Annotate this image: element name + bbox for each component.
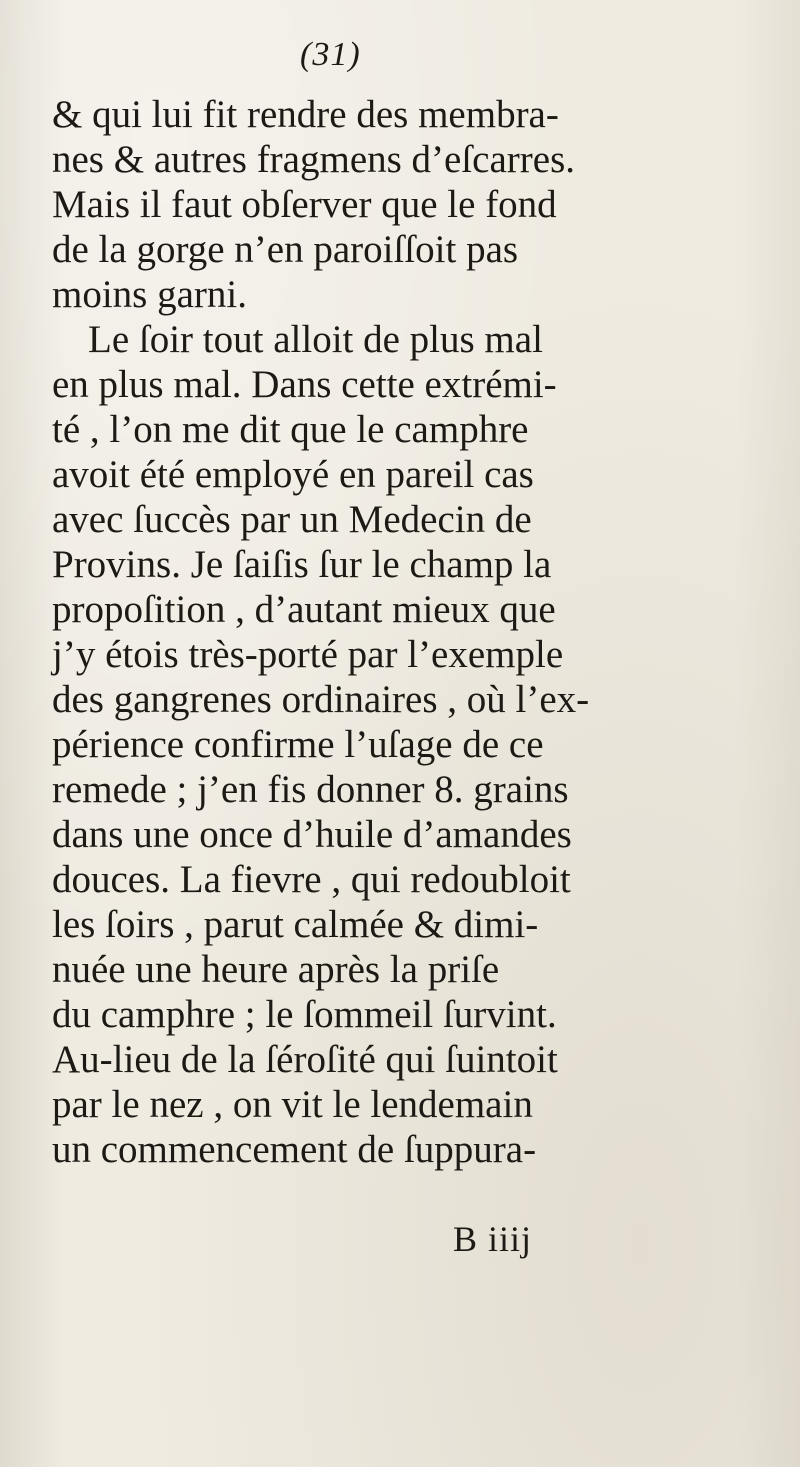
text-line: té , l’on me dit que le camphre [52,408,529,451]
text-line: douces. La fievre , qui redoubloit [52,858,571,901]
signature-mark: B iiij [453,1219,533,1259]
text-line: avoit été employé en pareil cas [52,453,534,496]
text-line: de la gorge n’en paroiſſoit pas [52,228,519,271]
text-line: j’y étois très-porté par l’exemple [52,633,564,676]
text-line: les ſoirs , parut calmée & dimi- [52,903,539,946]
text-line: en plus mal. Dans cette extrémi- [52,363,557,406]
text-line: avec ſuccès par un Medecin de [52,498,532,541]
text-line: nuée une heure après la priſe [52,948,500,991]
text-line: remede ; j’en fis donner 8. grains [52,768,569,811]
text-line: périence confirme l’uſage de ce [52,723,544,766]
text-line: des gangrenes ordinaires , où l’ex- [52,678,590,721]
text-line: moins garni. [52,273,247,316]
text-line: propoſition , d’autant mieux que [52,588,556,631]
text-line: & qui lui fit rendre des membra- [52,93,559,136]
text-line: Provins. Je ſaiſis ſur le champ la [52,543,552,586]
paragraph-start-line: Le ſoir tout alloit de plus mal [88,318,543,361]
text-line: Mais il faut obſerver que le fond [52,183,557,226]
text-line: dans une once d’huile d’amandes [52,813,572,856]
text-line: un commencement de ſuppura- [52,1128,537,1171]
page-number: (31) [300,36,361,73]
body-text [52,92,752,1172]
text-line: Au-lieu de la ſéroſité qui ſuintoit [52,1038,558,1081]
text-line: nes & autres fragmens d’eſcarres. [52,138,576,181]
text-line: du camphre ; le ſommeil ſurvint. [52,993,557,1036]
text-line: par le nez , on vit le lendemain [52,1083,533,1126]
